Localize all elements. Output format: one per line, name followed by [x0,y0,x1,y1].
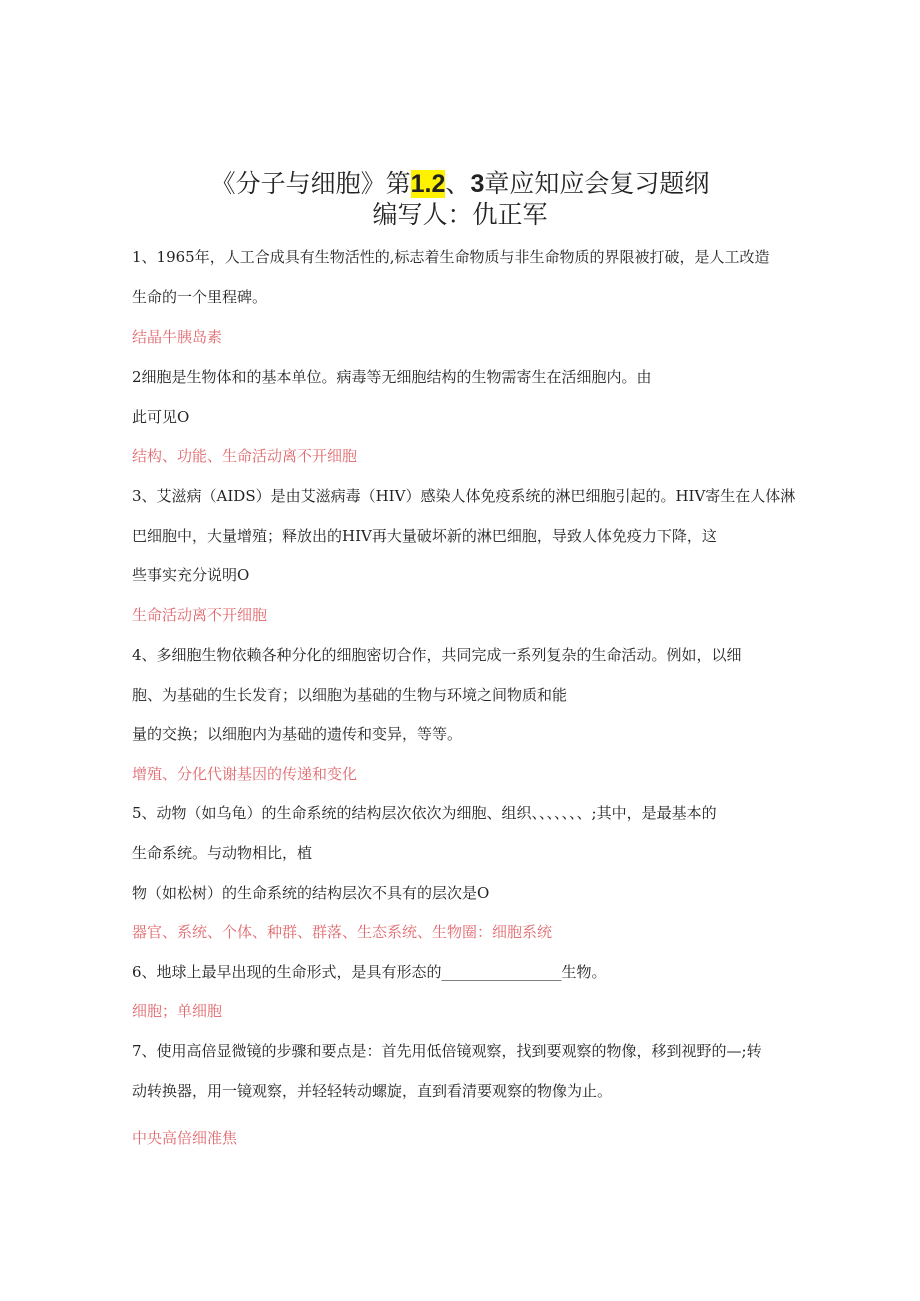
question-3-line-2: 巴细胞中，大量增殖；释放出的HIV再大量破坏新的淋巴细胞，导致人体免疫力下降，这 [132,527,717,545]
answer-6: 细胞；单细胞 [132,1002,223,1020]
answer-2: 结构、功能、生命活动离不开细胞 [132,447,358,465]
title-chapter-3: 3 [470,170,485,198]
title-part-3: 章应知应会复习题纲 [484,169,710,198]
question-4-line-3: 量的交换；以细胞内为基础的遗传和变异，等等。 [132,725,463,743]
question-2-line-2: 此可见O [132,408,190,426]
question-5-line-1: 5、动物（如乌龟）的生命系统的结构层次依次为细胞、组织、、、、、、、;其中，是最基本的 [132,804,717,822]
answer-1: 结晶牛胰岛素 [132,328,223,346]
title-part-1: 《分子与细胞》第 [210,169,411,198]
question-2-line-1: 2细胞是生物体和的基本单位。病毒等无细胞结构的生物需寄生在活细胞内。由 [132,368,652,386]
question-3-line-1: 3、艾滋病（AIDS）是由艾滋病毒（HIV）感染人体免疫系统的淋巴细胞引起的。HIV寄生在人体淋 [132,487,796,505]
answer-7: 中央高倍细准焦 [132,1129,238,1147]
question-7-line-2: 动转换器，用一镜观察，并轻轻转动螺旋，直到看清要观察的物像为止。 [132,1082,613,1100]
question-5-line-2: 生命系统。与动物相比，植 [132,844,313,862]
question-6-line-1: 6、地球上最早出现的生命形式，是具有形态的________________生物。 [132,963,607,981]
question-1-line-1: 1、1965年，人工合成具有生物活性的,标志着生命物质与非生命物质的界限被打破，是人工改造 [132,248,770,266]
document-author: 编写人：仇正军 [372,200,548,229]
question-4-line-1: 4、多细胞生物依赖各种分化的细胞密切合作，共同完成一系列复杂的生命活动。例如，以细 [132,646,742,664]
answer-4: 增殖、分化代谢基因的传递和变化 [132,765,358,783]
question-1-line-2: 生命的一个里程碑。 [132,288,268,306]
document-title [0,169,920,199]
question-7-line-1: 7、使用高倍显微镜的步骤和要点是：首先用低倍镜观察，找到要观察的物像，移到视野的—;转 [132,1042,762,1060]
question-5-line-3: 物（如松树）的生命系统的结构层次不具有的层次是O [132,884,490,902]
answer-3: 生命活动离不开细胞 [132,606,268,624]
answer-5: 器官、系统、个体、种群、群落、生态系统、生物圈：细胞系统 [132,923,553,941]
question-4-line-2: 胞、为基础的生长发育；以细胞为基础的生物与环境之间物质和能 [132,686,568,704]
title-highlighted-chapters: 1.2 [410,170,446,198]
question-3-line-3: 些事实充分说明O [132,566,250,584]
title-part-2: 、 [445,169,471,198]
